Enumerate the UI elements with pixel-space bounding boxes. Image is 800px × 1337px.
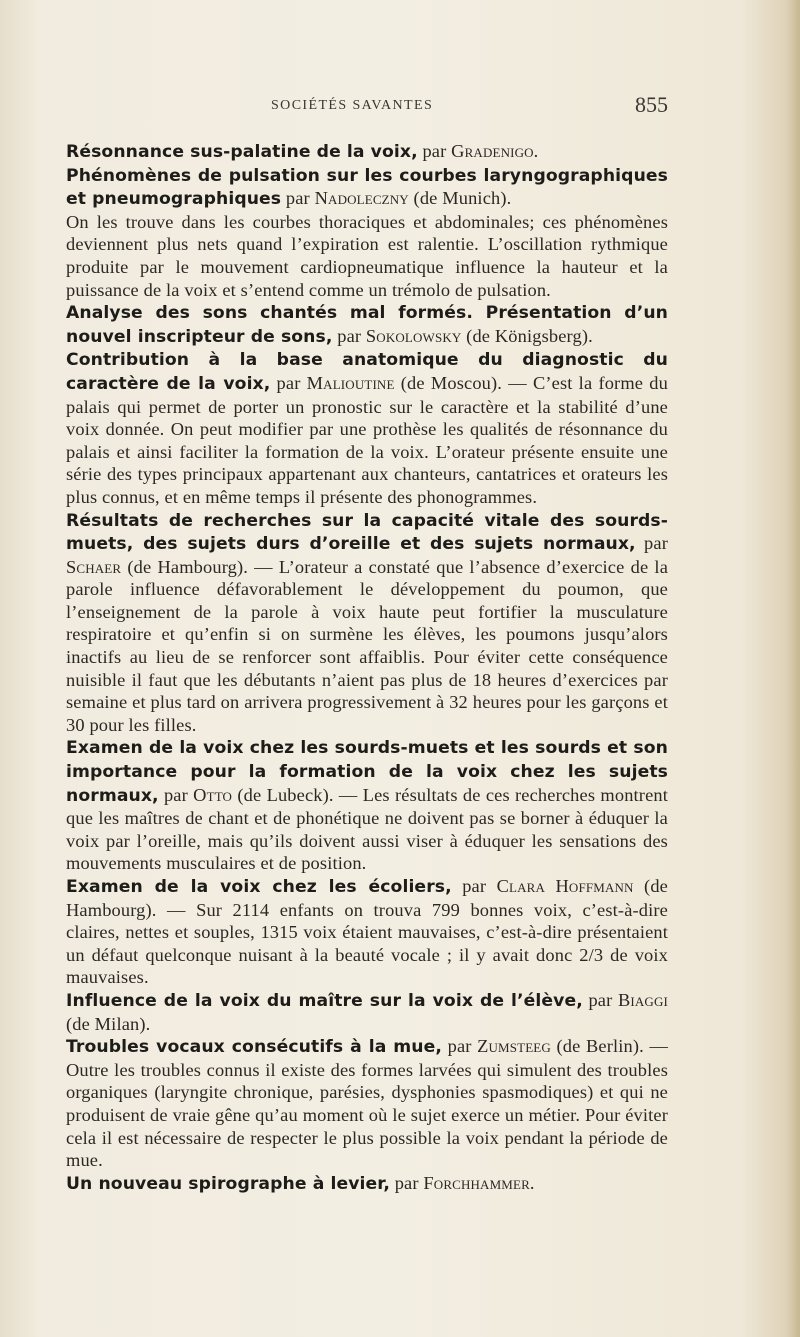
entry-affiliation: (de Königsberg). bbox=[461, 325, 593, 346]
entry-par: par bbox=[582, 989, 618, 1010]
entry-gradenigo bbox=[48, 140, 668, 164]
entry-par: par bbox=[635, 533, 668, 554]
page-edge-shadow bbox=[786, 0, 800, 1337]
entry-author: Malioutine bbox=[306, 372, 395, 393]
entry-nadoleczny bbox=[48, 164, 668, 302]
entry-otto bbox=[48, 736, 668, 875]
entry-title: Influence de la voix du maître sur la voix de l’élève, bbox=[66, 990, 583, 1011]
entry-affiliation: . bbox=[529, 1172, 535, 1193]
entry-zumsteeg bbox=[48, 1035, 668, 1172]
entry-title: Phénomènes de pulsation sur les courbes laryngographiques et pneumographiques bbox=[66, 165, 668, 210]
entry-author: Schaer bbox=[66, 556, 122, 577]
entry-schaer bbox=[48, 509, 668, 737]
entry-forchhammer bbox=[48, 1172, 668, 1196]
entry-text: Les résultats de ces recherches montrent que les maîtres de chant et de phonétique ne doivent pas se borner à éduquer la voix par l’oreille, mais qu’ils doivent aussi viser à éduquer les sensations des mouvements musculaires et de position. bbox=[66, 784, 668, 874]
entry-affiliation: (de Hambourg). — bbox=[66, 876, 668, 920]
entry-title: Examen de la voix chez les sourds-muets et les sourds et son importance pour la formation de la voix chez les sujets normaux, bbox=[66, 738, 668, 806]
entry-sokolowsky bbox=[48, 301, 668, 348]
entry-title: Examen de la voix chez les écoliers, bbox=[66, 877, 452, 897]
entry-author: Biaggi bbox=[618, 989, 668, 1010]
article-body bbox=[48, 140, 668, 1195]
running-title: SOCIÉTÉS SAVANTES bbox=[271, 98, 434, 113]
entry-author: Nadoleczny bbox=[314, 188, 409, 209]
entry-biaggi bbox=[48, 989, 668, 1035]
entry-par: par bbox=[281, 188, 315, 209]
page-number: 855 bbox=[635, 92, 668, 117]
entry-text: L’orateur a constaté que l’absence d’exercice de la parole influence défavorablement le développement du poumon, que l’enseignement de la parole à voix haute peut fortifier la musculature respiratoire et qu’enfin si on surmène les élèves, les poumons jusqu’alors inactifs au lieu de se renforcer sont affaiblis. Pour éviter cette conséquence nuisible il faut que les débutants n’aient pas plus de 18 heures d’exercices par semaine et plus tard on arrivera progressivement à 32 heures pour les garçons et 30 pour les filles. bbox=[66, 556, 669, 735]
entry-par: par bbox=[158, 784, 194, 805]
entry-affiliation: (de Berlin). — bbox=[550, 1036, 668, 1057]
entry-hoffmann bbox=[48, 875, 668, 989]
entry-text: C’est la forme du palais qui permet de porter un pronostic sur le caractère et la stabilité d’une voix donnée. On peut modifier par une prothèse les qualités de résonnance du palais et ainsi faciliter la formation de la voix. L’orateur présente ensuite une série des types principaux appartenant aux chanteurs, cantatrices et orateurs les plus connus, et en même temps il présente des phonogrammes. bbox=[66, 372, 668, 507]
entry-text: Outre les troubles connus il existe des formes larvées qui simulent des troubles organiques (laryngite chronique, parésies, dysphonies spasmodiques) et qui ne produisent de vraie gêne qu’au moment où le sujet exerce un métier. Pour éviter cela il est nécessaire de respecter le plus possible la voix pendant la période de mue. bbox=[66, 1059, 668, 1171]
entry-affiliation: (de Hambourg). — bbox=[121, 556, 279, 577]
entry-par: par bbox=[389, 1172, 424, 1193]
running-header bbox=[48, 92, 668, 122]
entry-title: Analyse des sons chantés mal formés. Présentation d’un nouvel inscripteur de sons, bbox=[66, 303, 668, 347]
entry-title: Troubles vocaux consécutifs à la mue, bbox=[66, 1037, 443, 1058]
entry-par: par bbox=[332, 325, 366, 346]
entry-author: Clara Hoffmann bbox=[496, 876, 634, 896]
entry-affiliation: (de Moscou). — bbox=[394, 372, 533, 393]
entry-affiliation: (de Milan). bbox=[66, 1013, 151, 1034]
entry-author: Sokolowsky bbox=[365, 325, 462, 346]
entry-par: par bbox=[417, 141, 452, 161]
entry-author: Gradenigo bbox=[451, 141, 534, 161]
entry-title: Un nouveau spirographe à levier, bbox=[66, 1173, 390, 1194]
entry-affiliation: (de Munich). bbox=[408, 188, 512, 209]
entry-affiliation: . bbox=[533, 141, 539, 161]
entry-author: Forchhammer bbox=[423, 1172, 530, 1193]
entry-par: par bbox=[270, 372, 307, 393]
entry-title: Contribution à la base anatomique du diagnostic du caractère de la voix, bbox=[66, 350, 668, 394]
entry-author: Otto bbox=[193, 784, 233, 805]
entry-affiliation: (de Lubeck). — bbox=[232, 784, 363, 805]
entry-text: Sur 2114 enfants on trouva 799 bonnes voix, c’est-à-dire claires, nettes et souples, 1315 voix étaient mauvaises, c’est-à-dire présentaient un défaut quelconque nuisant à la beauté vocale ; il y avait donc 2/3 de voix mauvaises. bbox=[66, 899, 668, 988]
entry-title: Résonnance sus-palatine de la voix, bbox=[66, 142, 418, 162]
entry-text: On les trouve dans les courbes thoraciques et abdominales; ces phénomènes deviennent plus nets quand l’expiration est ralentie. L’oscillation rythmique produite par le mouvement cardiopneumatique influence la hauteur et la puissance de la voix et s’entend comme un trémolo de pulsation. bbox=[66, 211, 668, 300]
entry-par: par bbox=[451, 876, 497, 896]
entry-par: par bbox=[442, 1036, 478, 1057]
entry-title: Résultats de recherches sur la capacité vitale des sourds-muets, des sujets durs d’oreille et des sujets normaux, bbox=[66, 510, 668, 555]
entry-author: Zumsteeg bbox=[477, 1036, 551, 1057]
entry-malioutine bbox=[48, 348, 668, 508]
